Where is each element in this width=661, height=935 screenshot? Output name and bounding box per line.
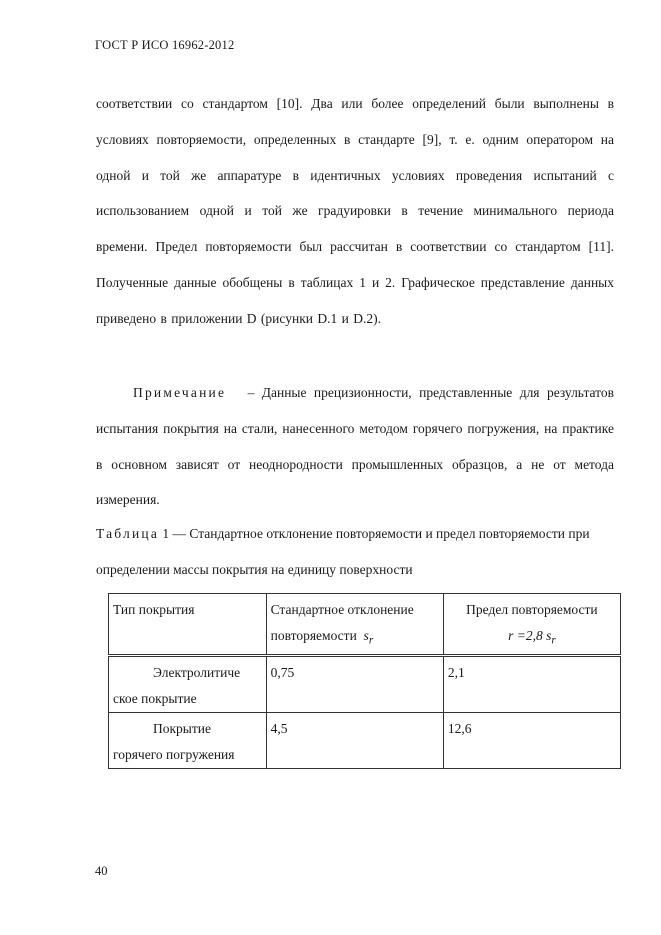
header-std-deviation: Стандартное отклонение повторяемости $s_r$: [266, 594, 443, 656]
symbol-sub-r: r: [368, 634, 374, 647]
repeatability-table: [108, 593, 621, 769]
table-row: [109, 712, 621, 768]
header-repeatability-limit: Предел повторяемости r =2,8 $s_r$: [443, 594, 620, 656]
page-number: 40: [95, 864, 108, 878]
document-code: ГОСТ Р ИСО 16962-2012: [95, 38, 235, 52]
note-label: Примечание: [133, 385, 227, 400]
note-text: Данные прецизионности, представленные для результатов испытания покрытия на стали, нанесенного методом горячего погружения, на практике в основном зависят от неоднородности промышленных образцов, а не от метода измерения.: [96, 385, 614, 508]
symbol-s: s: [546, 628, 552, 643]
body-paragraph: соответствии со стандартом [10]. Два или более определений были выполнены в условиях повторяемости, определенных в стандарте [9], т. е. одним оператором на одной и той же аппаратуре в идентичных условиях проведения испытаний с использованием одной и той же градуировки в течение минимального периода времени. Предел повторяемости был рассчитан в соответствии со стандартом [11]. Полученные данные обобщены в таблицах 1 и 2. Графическое представление данных приведено в приложении D (рисунки D.1 и D.2).: [96, 96, 614, 326]
cell-coating-type: Электролитиче ское покрытие: [109, 655, 267, 712]
cell-std-deviation: 0,75: [266, 655, 443, 712]
symbol-s: s: [363, 628, 369, 643]
table-row: [109, 655, 621, 712]
table-caption-label: Таблица: [96, 526, 160, 541]
cell-coating-type: Покрытие горячего погружения: [109, 712, 267, 768]
note-paragraph: [96, 375, 614, 518]
header-coating-type: Тип покрытия: [109, 594, 267, 656]
formula-r: r =2,8: [508, 628, 543, 643]
cell-repeatability-limit: 2,1: [443, 655, 620, 712]
symbol-sub-r: r: [551, 634, 556, 647]
note-dash: –: [247, 385, 255, 400]
table-caption: [96, 516, 616, 587]
cell-std-deviation: 4,5: [266, 712, 443, 768]
table-header-row: [109, 594, 621, 656]
table-caption-number: 1: [162, 526, 170, 541]
cell-repeatability-limit: 12,6: [443, 712, 620, 768]
table-caption-text: — Стандартное отклонение повторяемости и предел повторяемости при определении массы покрытия на единицу поверхности: [96, 526, 590, 577]
